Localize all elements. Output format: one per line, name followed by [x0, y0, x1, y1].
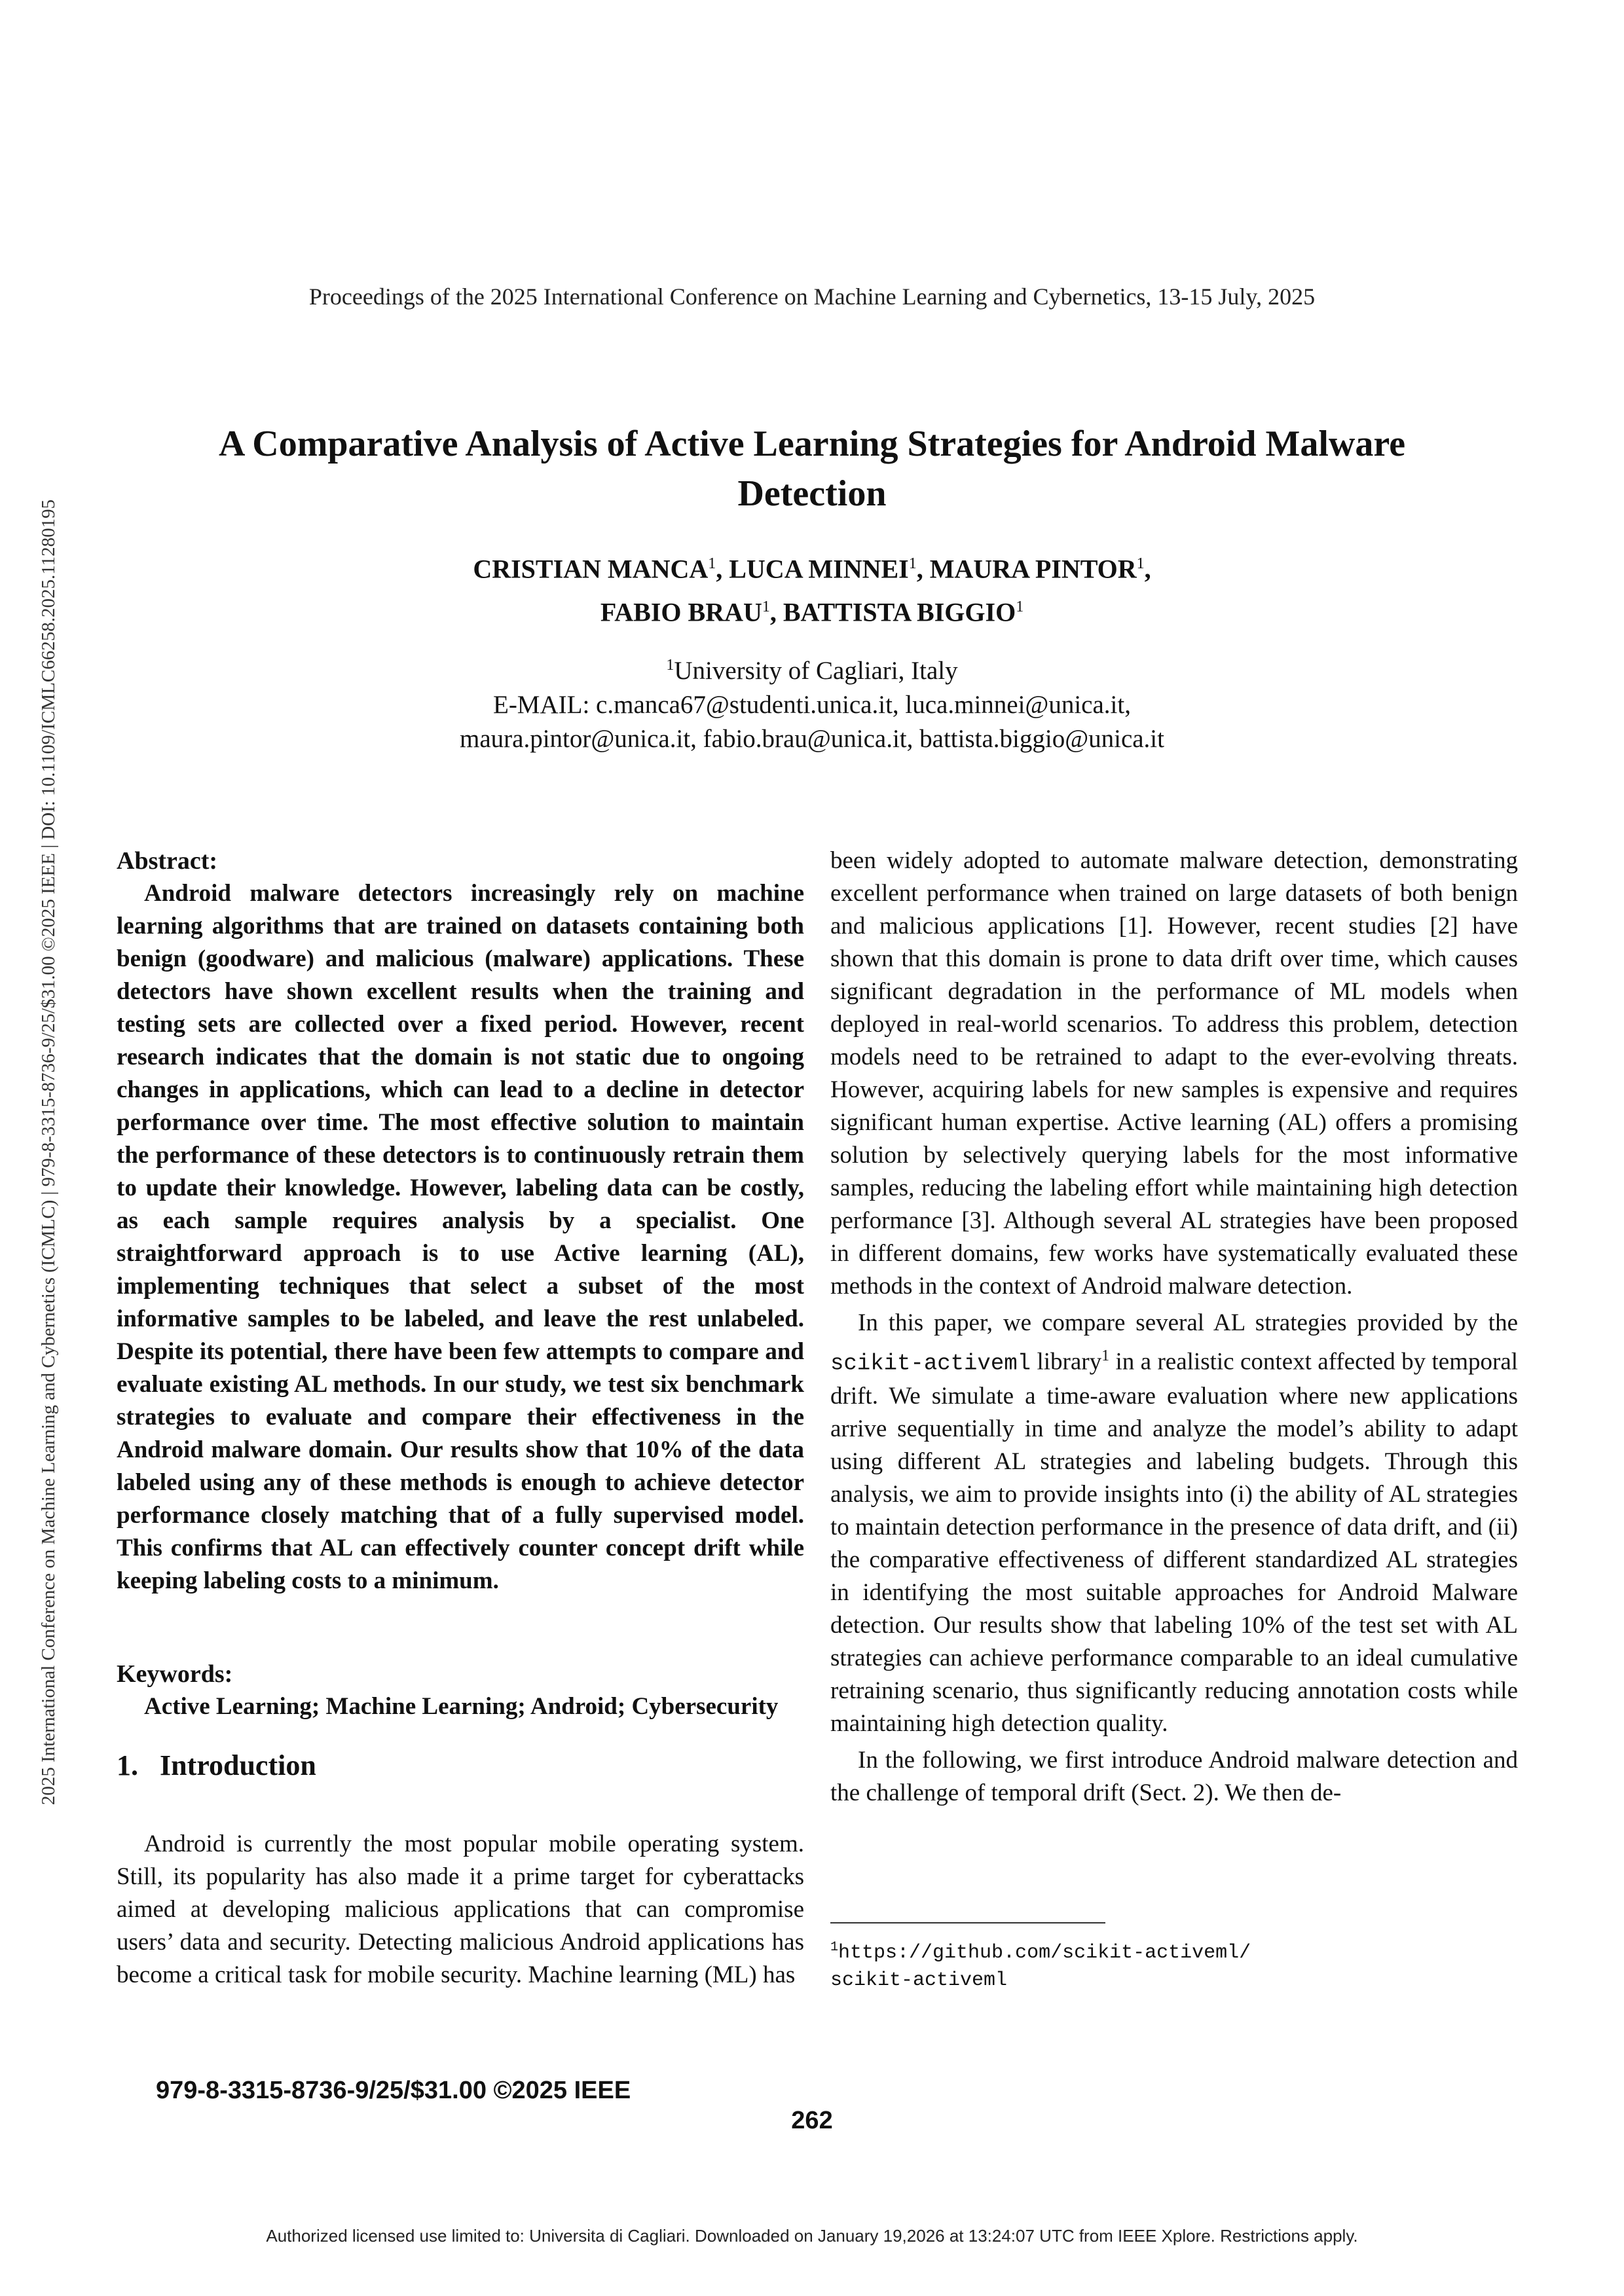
footnote: [830, 1934, 1518, 1994]
author-affiliation-mark: 1: [708, 555, 716, 572]
author-name: FABIO BRAU: [600, 597, 762, 627]
right-column: [830, 845, 1518, 1810]
author-affiliation-mark: 1: [908, 555, 917, 572]
author-name: CRISTIAN MANCA: [473, 554, 709, 584]
keywords-heading: Keywords:: [117, 1660, 233, 1688]
left-column: [117, 845, 804, 1994]
footnote-divider: [830, 1922, 1105, 1923]
footnote-link-continued[interactable]: scikit-activeml: [830, 1969, 1008, 1992]
abstract-heading: Abstract:: [117, 847, 218, 875]
author-name: LUCA MINNEI: [729, 554, 909, 584]
footnote-mark: 1: [1101, 1347, 1110, 1364]
affiliation-mark: 1: [666, 657, 674, 674]
footnote-link[interactable]: https://github.com/scikit-activeml/: [838, 1942, 1251, 1964]
footnote-number: 1: [830, 1940, 839, 1955]
intro-paragraph-2: In this paper, we compare several AL strategies provided by the scikit-activeml library$^1$ in a realistic context affected by temporal drift. We simulate a time-aware evaluation where new applications arrive sequentially in time and analyze the model’s ability to adapt using different AL strategies and labeling budgets. Through this analysis, we aim to provide insights into (i) the ability of AL strategies to maintain detection performance in the presence of data drift, and (ii) the comparative effectiveness of different standardized AL strategies in identifying the most suitable approaches for Android Malware detection. Our results show that labeling 10% of the test set with AL strategies can achieve performance comparable to an ideal cumulative retraining scenario, thus significantly reducing annotation costs while maintaining high detection quality.: [830, 1309, 1519, 1738]
intro-paragraph-1: Android is currently the most popular mobile operating system. Still, its popularity has also made it a prime target for cyberattacks aimed at developing malicious applications that can compromise users’ data and security. Detecting malicious Android applications has become a critical task for mobile security. Machine learning (ML) has: [117, 1831, 804, 1988]
library-name: scikit-activeml: [830, 1351, 1031, 1377]
section-heading-introduction: 1. Introduction: [117, 1749, 316, 1781]
affiliation-block: [131, 648, 1493, 756]
page-number: 262: [791, 2107, 833, 2134]
paper-title: [131, 419, 1493, 519]
author-name: BATTISTA BIGGIO: [783, 597, 1016, 627]
intro-paragraph-1-continued: been widely adopted to automate malware detection, demonstrating excellent performance when trained on large datasets of both benign and malicious applications [1]. However, recent studies [2] have shown that this domain is prone to data drift over time, which causes significant degradation in the performance of ML models when deployed in real-world scenarios. To address this problem, detection models need to be retrained to adapt to the ever-evolving threats. However, acquiring labels for new samples is expensive and requires significant human expertise. Active learning (AL) offers a promising solution by selectively querying labels for the most informative samples, reducing the labeling effort while maintaining high detection performance [3]. Although several AL strategies have been proposed in different domains, few works have systematically evaluated these methods in the context of Android malware detection.: [830, 847, 1518, 1300]
abstract-text: Android malware detectors increasingly rely on machine learning algorithms that are trained on datasets containing both benign (goodware) and malicious (malware) applications. These detectors have shown excellent results when the training and testing sets are collected over a fixed period. However, recent research indicates that the domain is not static due to ongoing changes in applications, which can lead to a decline in detector performance over time. The most effective solution to maintain the performance of these detectors is to continuously retrain them to update their knowledge. However, labeling data can be costly, as each sample requires analysis by a specialist. One straightforward approach is to use Active learning (AL), implementing techniques that select a subset of the most informative samples to be labeled, and leave the rest unlabeled. Despite its potential, there have been few attempts to compare and evaluate existing AL methods. In our study, we test six benchmark strategies to evaluate and compare their effectiveness in the Android malware domain. Our results show that 10% of the data labeled using any of these methods is enough to achieve detector performance closely matching that of a fully supervised model. This confirms that AL can effectively counter concept drift while keeping labeling costs to a minimum.: [117, 880, 804, 1594]
intro-paragraph-3: In the following, we first introduce Android malware detection and the challenge of temporal drift (Sect. 2). We then de-: [830, 1747, 1518, 1807]
proceedings-header: Proceedings of the 2025 International Conference on Machine Learning and Cybernetics, 13-15 July, 2025: [308, 283, 1316, 310]
author-affiliation-mark: 1: [1016, 598, 1024, 616]
title-line-1: A Comparative Analysis of Active Learning Strategies for Android Malware: [218, 424, 1406, 464]
title-line-2: Detection: [737, 473, 887, 514]
author-list: CRISTIAN MANCA$^1$, LUCA MINNEI$^1$, MAURA PINTOR$^1$, FABIO BRAU$^1$, BATTISTA BIGGIO$^1$: [473, 554, 1151, 627]
email-line-1: E-MAIL: c.manca67@studenti.unica.it, luca.minnei@unica.it,: [493, 691, 1131, 719]
affiliation: University of Cagliari, Italy: [674, 657, 958, 685]
author-affiliation-mark: 1: [762, 598, 770, 616]
keywords-text: Active Learning; Machine Learning; Android; Cybersecurity: [144, 1693, 779, 1720]
license-notice: Authorized licensed use limited to: Universita di Cagliari. Downloaded on January 19,2026 at 13:24:07 UTC from IEEE Xplore. Restrictions apply.: [266, 2226, 1358, 2246]
doi-side-note: 2025 International Conference on Machine Learning and Cybernetics (ICMLC) | 979-8-3315-8736-9/25/$31.00 ©2025 IEEE | DOI: 10.1109/ICMLC66258.2025.11280195: [38, 499, 59, 1806]
author-name: MAURA PINTOR: [929, 554, 1137, 584]
isbn-footer: 979-8-3315-8736-9/25/$31.00 ©2025 IEEE: [156, 2077, 631, 2104]
email-line-2: maura.pintor@unica.it, fabio.brau@unica.it, battista.biggio@unica.it: [460, 725, 1164, 753]
author-affiliation-mark: 1: [1136, 555, 1145, 572]
